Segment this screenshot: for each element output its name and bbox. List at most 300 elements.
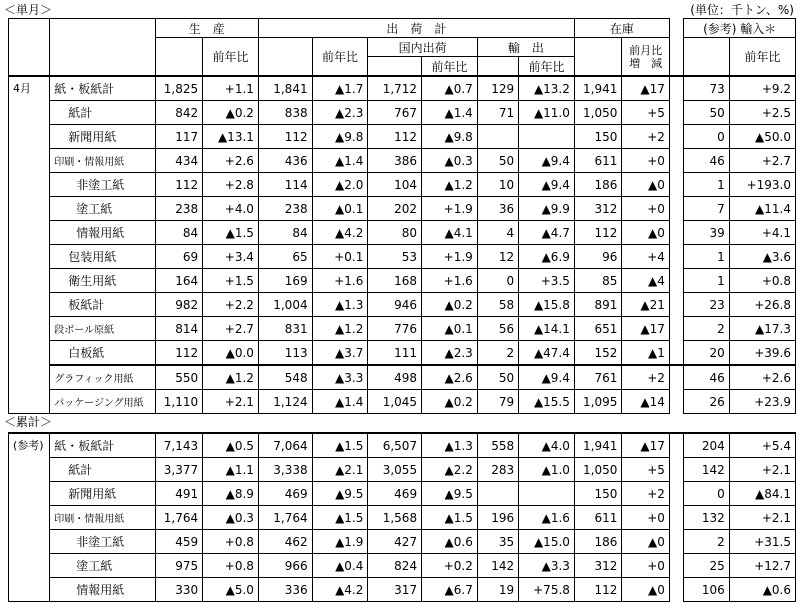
domestic-cell: 498 bbox=[368, 365, 422, 390]
cumulative-body bbox=[9, 433, 796, 602]
domestic-cell: 767 bbox=[368, 101, 422, 125]
domestic-cell: 824 bbox=[368, 554, 422, 578]
table-row bbox=[9, 506, 796, 530]
column-gap bbox=[669, 365, 683, 390]
column-gap bbox=[669, 173, 683, 197]
imports-yoy-cell: +26.8 bbox=[729, 293, 795, 317]
inventory-cell: 1,050 bbox=[574, 101, 622, 125]
imports-cell: 2 bbox=[684, 317, 729, 341]
production-header: 生 産 bbox=[155, 19, 258, 38]
imports-yoy-cell: +193.0 bbox=[729, 173, 795, 197]
imports-yoy-cell: +9.2 bbox=[729, 76, 795, 101]
row-name: 印刷・情報用紙 bbox=[50, 506, 155, 530]
row-name: パッケージング用紙 bbox=[50, 390, 155, 414]
production-cell: 982 bbox=[155, 293, 203, 317]
domestic-yoy-cell: +0.2 bbox=[422, 554, 478, 578]
imports-yoy-cell: ▲50.0 bbox=[729, 125, 795, 149]
inventory-mom-cell: +0 bbox=[622, 554, 670, 578]
export-yoy-cell: ▲9.9 bbox=[519, 197, 575, 221]
imports-yoy-cell: +2.5 bbox=[729, 101, 795, 125]
production-cell: 842 bbox=[155, 101, 203, 125]
inventory-mom-cell: +2 bbox=[622, 125, 670, 149]
imports-cell: 0 bbox=[684, 482, 729, 506]
column-gap bbox=[669, 221, 683, 245]
row-name: グラフィック用紙 bbox=[50, 365, 155, 390]
inventory-mom-cell: +4 bbox=[622, 245, 670, 269]
shipments-cell: 966 bbox=[258, 554, 312, 578]
production-cell: 434 bbox=[155, 149, 203, 173]
table-row bbox=[9, 197, 796, 221]
imports-yoy-cell: ▲0.6 bbox=[729, 578, 795, 602]
production-cell: 117 bbox=[155, 125, 203, 149]
production-yoy-cell: +0.8 bbox=[203, 554, 259, 578]
shipments-header: 出 荷 計 bbox=[258, 19, 574, 38]
export-yoy-cell: ▲4.7 bbox=[519, 221, 575, 245]
inventory-cell: 96 bbox=[574, 245, 622, 269]
production-cell: 112 bbox=[155, 341, 203, 366]
export-yoy-cell: ▲3.3 bbox=[519, 554, 575, 578]
export-cell: 142 bbox=[477, 554, 518, 578]
domestic-cell: 317 bbox=[368, 578, 422, 602]
production-yoy-cell: +0.8 bbox=[203, 530, 259, 554]
production-cell: 3,377 bbox=[155, 458, 203, 482]
imports-cell: 1 bbox=[684, 173, 729, 197]
domestic-cell: 1,045 bbox=[368, 390, 422, 414]
domestic-yoy-cell: ▲4.1 bbox=[422, 221, 478, 245]
export-cell bbox=[477, 125, 518, 149]
row-name: 白板紙 bbox=[50, 341, 155, 366]
shipments-cell: 3,338 bbox=[258, 458, 312, 482]
shipments-cell: 1,004 bbox=[258, 293, 312, 317]
export-cell: 19 bbox=[477, 578, 518, 602]
shipments-yoy-header: 前年比 bbox=[312, 38, 368, 77]
domestic-cell: 80 bbox=[368, 221, 422, 245]
inventory-value-header bbox=[574, 38, 622, 77]
cumulative-table bbox=[8, 432, 796, 602]
domestic-cell: 427 bbox=[368, 530, 422, 554]
inventory-mom-cell: ▲17 bbox=[622, 317, 670, 341]
inventory-cell: 1,095 bbox=[574, 390, 622, 414]
monthly-header bbox=[9, 19, 796, 77]
shipments-yoy-cell: ▲1.5 bbox=[312, 506, 368, 530]
production-cell: 7,143 bbox=[155, 433, 203, 458]
export-cell: 56 bbox=[477, 317, 518, 341]
imports-yoy-cell: +23.9 bbox=[729, 390, 795, 414]
column-gap bbox=[669, 433, 683, 458]
domestic-yoy-cell: ▲2.2 bbox=[422, 458, 478, 482]
inventory-mom-cell: ▲0 bbox=[622, 173, 670, 197]
shipments-yoy-cell: ▲2.3 bbox=[312, 101, 368, 125]
imports-yoy-cell: +5.4 bbox=[729, 433, 795, 458]
domestic-yoy-cell: ▲0.1 bbox=[422, 317, 478, 341]
column-gap bbox=[669, 530, 683, 554]
row-name: 衛生用紙 bbox=[50, 269, 155, 293]
domestic-cell: 6,507 bbox=[368, 433, 422, 458]
production-cell: 164 bbox=[155, 269, 203, 293]
shipments-yoy-cell: ▲4.2 bbox=[312, 578, 368, 602]
export-cell: 35 bbox=[477, 530, 518, 554]
export-yoy-cell: ▲15.0 bbox=[519, 530, 575, 554]
export-yoy-cell: ▲9.4 bbox=[519, 173, 575, 197]
imports-yoy-cell: ▲84.1 bbox=[729, 482, 795, 506]
imports-cell: 0 bbox=[684, 125, 729, 149]
inventory-cell: 150 bbox=[574, 482, 622, 506]
column-gap bbox=[669, 458, 683, 482]
period-header bbox=[9, 19, 50, 77]
column-gap bbox=[669, 125, 683, 149]
export-yoy-cell bbox=[519, 125, 575, 149]
column-gap bbox=[669, 197, 683, 221]
column-gap bbox=[669, 293, 683, 317]
shipments-yoy-cell: ▲1.4 bbox=[312, 390, 368, 414]
export-cell: 58 bbox=[477, 293, 518, 317]
mom-line2: 増 減 bbox=[629, 56, 663, 70]
export-yoy-cell: +75.8 bbox=[519, 578, 575, 602]
production-yoy-cell: ▲1.1 bbox=[203, 458, 259, 482]
production-yoy-cell: ▲1.2 bbox=[203, 365, 259, 390]
monthly-table bbox=[8, 18, 796, 414]
imports-yoy-cell: +39.6 bbox=[729, 341, 795, 366]
export-yoy-cell: ▲47.4 bbox=[519, 341, 575, 366]
inventory-mom-cell: +0 bbox=[622, 506, 670, 530]
domestic-yoy-cell: ▲1.3 bbox=[422, 433, 478, 458]
imports-header: (参考) 輸入＊ bbox=[684, 19, 796, 38]
shipments-yoy-cell: ▲1.5 bbox=[312, 433, 368, 458]
inventory-mom-cell: ▲14 bbox=[622, 390, 670, 414]
shipments-yoy-cell: ▲1.4 bbox=[312, 149, 368, 173]
production-yoy-cell: +2.8 bbox=[203, 173, 259, 197]
shipments-cell: 7,064 bbox=[258, 433, 312, 458]
export-yoy-cell: ▲14.1 bbox=[519, 317, 575, 341]
production-cell: 238 bbox=[155, 197, 203, 221]
imports-yoy-header: 前年比 bbox=[729, 38, 795, 77]
production-cell: 84 bbox=[155, 221, 203, 245]
domestic-cell: 946 bbox=[368, 293, 422, 317]
domestic-yoy-cell: ▲0.2 bbox=[422, 293, 478, 317]
domestic-value-header bbox=[368, 57, 422, 77]
inventory-cell: 112 bbox=[574, 221, 622, 245]
row-name: 板紙計 bbox=[50, 293, 155, 317]
column-gap bbox=[669, 76, 683, 101]
imports-yoy-cell: +2.1 bbox=[729, 506, 795, 530]
imports-yoy-cell: ▲11.4 bbox=[729, 197, 795, 221]
inventory-mom-cell: ▲1 bbox=[622, 341, 670, 366]
shipments-yoy-cell: ▲9.5 bbox=[312, 482, 368, 506]
production-value-header bbox=[155, 38, 203, 77]
shipments-cell: 548 bbox=[258, 365, 312, 390]
production-yoy-cell: +2.6 bbox=[203, 149, 259, 173]
row-name: 情報用紙 bbox=[50, 578, 155, 602]
production-cell: 459 bbox=[155, 530, 203, 554]
column-gap bbox=[669, 341, 683, 366]
export-cell: 10 bbox=[477, 173, 518, 197]
category-header bbox=[50, 19, 155, 77]
domestic-cell: 469 bbox=[368, 482, 422, 506]
imports-yoy-cell: +2.1 bbox=[729, 458, 795, 482]
shipments-cell: 436 bbox=[258, 149, 312, 173]
export-cell bbox=[477, 482, 518, 506]
export-yoy-cell: ▲11.0 bbox=[519, 101, 575, 125]
column-gap bbox=[669, 390, 683, 414]
production-yoy-cell: +2.1 bbox=[203, 390, 259, 414]
column-gap bbox=[669, 482, 683, 506]
export-header: 輸 出 bbox=[477, 38, 574, 57]
domestic-yoy-cell: +1.6 bbox=[422, 269, 478, 293]
mom-line1: 前月比 bbox=[629, 43, 663, 57]
inventory-mom-cell: +2 bbox=[622, 482, 670, 506]
shipments-yoy-cell: ▲0.1 bbox=[312, 197, 368, 221]
domestic-yoy-cell: ▲0.7 bbox=[422, 76, 478, 101]
domestic-cell: 386 bbox=[368, 149, 422, 173]
domestic-cell: 168 bbox=[368, 269, 422, 293]
production-yoy-cell: ▲0.2 bbox=[203, 101, 259, 125]
domestic-yoy-header: 前年比 bbox=[422, 57, 478, 77]
column-gap bbox=[669, 269, 683, 293]
production-cell: 975 bbox=[155, 554, 203, 578]
production-cell: 1,110 bbox=[155, 390, 203, 414]
imports-yoy-cell: +2.7 bbox=[729, 149, 795, 173]
imports-yoy-cell: ▲3.6 bbox=[729, 245, 795, 269]
table-row bbox=[9, 101, 796, 125]
production-cell: 1,764 bbox=[155, 506, 203, 530]
production-yoy-cell: +4.0 bbox=[203, 197, 259, 221]
export-yoy-cell: ▲6.9 bbox=[519, 245, 575, 269]
domestic-cell: 111 bbox=[368, 341, 422, 366]
domestic-cell: 3,055 bbox=[368, 458, 422, 482]
shipments-yoy-cell: ▲3.7 bbox=[312, 341, 368, 366]
imports-yoy-cell: +31.5 bbox=[729, 530, 795, 554]
inventory-mom-cell: ▲0 bbox=[622, 530, 670, 554]
imports-cell: 106 bbox=[684, 578, 729, 602]
shipments-cell: 462 bbox=[258, 530, 312, 554]
shipments-yoy-cell: ▲1.7 bbox=[312, 76, 368, 101]
inventory-cell: 891 bbox=[574, 293, 622, 317]
row-name: 紙・板紙計 bbox=[50, 433, 155, 458]
export-cell: 283 bbox=[477, 458, 518, 482]
table-row bbox=[9, 530, 796, 554]
shipments-cell: 469 bbox=[258, 482, 312, 506]
inventory-cell: 312 bbox=[574, 554, 622, 578]
inventory-cell: 651 bbox=[574, 317, 622, 341]
inventory-mom-cell: +5 bbox=[622, 458, 670, 482]
inventory-cell: 312 bbox=[574, 197, 622, 221]
section-label-cumulative: ＜累計＞ bbox=[4, 415, 53, 429]
export-yoy-cell: ▲13.2 bbox=[519, 76, 575, 101]
imports-yoy-cell: +12.7 bbox=[729, 554, 795, 578]
export-cell: 2 bbox=[477, 341, 518, 366]
export-cell: 0 bbox=[477, 269, 518, 293]
table-row bbox=[9, 149, 796, 173]
domestic-cell: 112 bbox=[368, 125, 422, 149]
table-row bbox=[9, 293, 796, 317]
export-yoy-cell: ▲1.0 bbox=[519, 458, 575, 482]
shipments-cell: 1,841 bbox=[258, 76, 312, 101]
row-name: 非塗工紙 bbox=[50, 173, 155, 197]
row-name: 段ボール原紙 bbox=[50, 317, 155, 341]
export-cell: 50 bbox=[477, 365, 518, 390]
production-cell: 814 bbox=[155, 317, 203, 341]
imports-cell: 46 bbox=[684, 149, 729, 173]
domestic-yoy-cell: +1.9 bbox=[422, 197, 478, 221]
production-yoy-cell: ▲5.0 bbox=[203, 578, 259, 602]
domestic-yoy-cell: ▲1.2 bbox=[422, 173, 478, 197]
imports-cell: 50 bbox=[684, 101, 729, 125]
imports-cell: 1 bbox=[684, 245, 729, 269]
section-label-monthly: ＜単月＞ bbox=[4, 3, 53, 17]
export-cell: 196 bbox=[477, 506, 518, 530]
production-yoy-cell: +1.5 bbox=[203, 269, 259, 293]
inventory-mom-cell: ▲4 bbox=[622, 269, 670, 293]
production-yoy-cell: +1.1 bbox=[203, 76, 259, 101]
inventory-cell: 150 bbox=[574, 125, 622, 149]
table-row bbox=[9, 173, 796, 197]
inventory-cell: 85 bbox=[574, 269, 622, 293]
production-yoy-cell: ▲0.5 bbox=[203, 433, 259, 458]
table-row bbox=[9, 125, 796, 149]
table-row bbox=[9, 76, 796, 101]
production-cell: 550 bbox=[155, 365, 203, 390]
inventory-mom-cell: +5 bbox=[622, 101, 670, 125]
imports-cell: 25 bbox=[684, 554, 729, 578]
row-name: 非塗工紙 bbox=[50, 530, 155, 554]
production-yoy-cell: ▲13.1 bbox=[203, 125, 259, 149]
export-cell: 71 bbox=[477, 101, 518, 125]
production-yoy-cell: ▲1.5 bbox=[203, 221, 259, 245]
imports-yoy-cell: +2.6 bbox=[729, 365, 795, 390]
shipments-value-header bbox=[258, 38, 312, 77]
production-cell: 330 bbox=[155, 578, 203, 602]
table-row bbox=[9, 554, 796, 578]
production-yoy-cell: ▲0.0 bbox=[203, 341, 259, 366]
shipments-yoy-cell: ▲4.2 bbox=[312, 221, 368, 245]
imports-cell: 23 bbox=[684, 293, 729, 317]
inventory-mom-cell: ▲17 bbox=[622, 433, 670, 458]
production-cell: 69 bbox=[155, 245, 203, 269]
shipments-cell: 838 bbox=[258, 101, 312, 125]
domestic-yoy-cell: ▲0.2 bbox=[422, 390, 478, 414]
domestic-header: 国内出荷 bbox=[368, 38, 477, 57]
inventory-mom-cell: +0 bbox=[622, 197, 670, 221]
row-name: 紙・板紙計 bbox=[50, 76, 155, 101]
table-row bbox=[9, 245, 796, 269]
shipments-cell: 113 bbox=[258, 341, 312, 366]
column-gap bbox=[669, 506, 683, 530]
export-cell: 4 bbox=[477, 221, 518, 245]
imports-cell: 7 bbox=[684, 197, 729, 221]
column-gap bbox=[669, 149, 683, 173]
table-row bbox=[9, 390, 796, 414]
inventory-cell: 186 bbox=[574, 530, 622, 554]
table-row bbox=[9, 221, 796, 245]
inventory-mom-cell: ▲21 bbox=[622, 293, 670, 317]
domestic-yoy-cell: ▲0.3 bbox=[422, 149, 478, 173]
shipments-yoy-cell: +1.6 bbox=[312, 269, 368, 293]
shipments-cell: 114 bbox=[258, 173, 312, 197]
production-yoy-cell: ▲0.3 bbox=[203, 506, 259, 530]
table-row bbox=[9, 317, 796, 341]
domestic-cell: 776 bbox=[368, 317, 422, 341]
imports-cell: 46 bbox=[684, 365, 729, 390]
domestic-yoy-cell: ▲0.6 bbox=[422, 530, 478, 554]
imports-cell: 39 bbox=[684, 221, 729, 245]
domestic-cell: 1,712 bbox=[368, 76, 422, 101]
period-cell: (参考) bbox=[9, 433, 50, 602]
export-yoy-cell: ▲15.8 bbox=[519, 293, 575, 317]
inventory-cell: 1,050 bbox=[574, 458, 622, 482]
inventory-cell: 761 bbox=[574, 365, 622, 390]
shipments-cell: 238 bbox=[258, 197, 312, 221]
inventory-cell: 1,941 bbox=[574, 433, 622, 458]
imports-cell: 73 bbox=[684, 76, 729, 101]
export-yoy-cell bbox=[519, 482, 575, 506]
export-yoy-header: 前年比 bbox=[519, 57, 575, 77]
production-cell: 1,825 bbox=[155, 76, 203, 101]
production-yoy-cell: +2.7 bbox=[203, 317, 259, 341]
domestic-yoy-cell: ▲9.5 bbox=[422, 482, 478, 506]
table-row bbox=[9, 365, 796, 390]
row-name: 紙計 bbox=[50, 101, 155, 125]
production-yoy-cell: ▲8.9 bbox=[203, 482, 259, 506]
imports-cell: 204 bbox=[684, 433, 729, 458]
shipments-cell: 112 bbox=[258, 125, 312, 149]
export-yoy-cell: ▲1.6 bbox=[519, 506, 575, 530]
production-cell: 491 bbox=[155, 482, 203, 506]
domestic-yoy-cell: ▲6.7 bbox=[422, 578, 478, 602]
export-yoy-cell: ▲9.4 bbox=[519, 365, 575, 390]
shipments-yoy-cell: ▲3.3 bbox=[312, 365, 368, 390]
inventory-mom-cell: +0 bbox=[622, 149, 670, 173]
export-value-header bbox=[477, 57, 518, 77]
column-gap bbox=[669, 101, 683, 125]
domestic-cell: 53 bbox=[368, 245, 422, 269]
unit-note: (単位：千トン、%) bbox=[690, 3, 794, 17]
row-name: 新聞用紙 bbox=[50, 125, 155, 149]
inventory-mom-cell: ▲0 bbox=[622, 221, 670, 245]
shipments-yoy-cell: ▲1.3 bbox=[312, 293, 368, 317]
imports-value-header bbox=[684, 38, 729, 77]
table-row bbox=[9, 341, 796, 366]
shipments-cell: 169 bbox=[258, 269, 312, 293]
column-gap bbox=[669, 19, 683, 77]
domestic-cell: 202 bbox=[368, 197, 422, 221]
inventory-header: 在庫 bbox=[574, 19, 669, 38]
domestic-yoy-cell: ▲2.6 bbox=[422, 365, 478, 390]
imports-cell: 132 bbox=[684, 506, 729, 530]
table-row bbox=[9, 269, 796, 293]
domestic-yoy-cell: ▲2.3 bbox=[422, 341, 478, 366]
column-gap bbox=[669, 245, 683, 269]
export-yoy-cell: ▲9.4 bbox=[519, 149, 575, 173]
shipments-yoy-cell: ▲2.1 bbox=[312, 458, 368, 482]
export-cell: 50 bbox=[477, 149, 518, 173]
domestic-yoy-cell: ▲9.8 bbox=[422, 125, 478, 149]
production-yoy-cell: +3.4 bbox=[203, 245, 259, 269]
column-gap bbox=[669, 578, 683, 602]
export-yoy-cell: ▲15.5 bbox=[519, 390, 575, 414]
domestic-yoy-cell: +1.9 bbox=[422, 245, 478, 269]
imports-cell: 2 bbox=[684, 530, 729, 554]
row-name: 新聞用紙 bbox=[50, 482, 155, 506]
shipments-yoy-cell: ▲1.2 bbox=[312, 317, 368, 341]
shipments-yoy-cell: ▲2.0 bbox=[312, 173, 368, 197]
column-gap bbox=[669, 317, 683, 341]
production-yoy-cell: +2.2 bbox=[203, 293, 259, 317]
domestic-yoy-cell: ▲1.4 bbox=[422, 101, 478, 125]
imports-yoy-cell: +4.1 bbox=[729, 221, 795, 245]
inventory-cell: 152 bbox=[574, 341, 622, 366]
shipments-cell: 84 bbox=[258, 221, 312, 245]
inventory-cell: 611 bbox=[574, 149, 622, 173]
